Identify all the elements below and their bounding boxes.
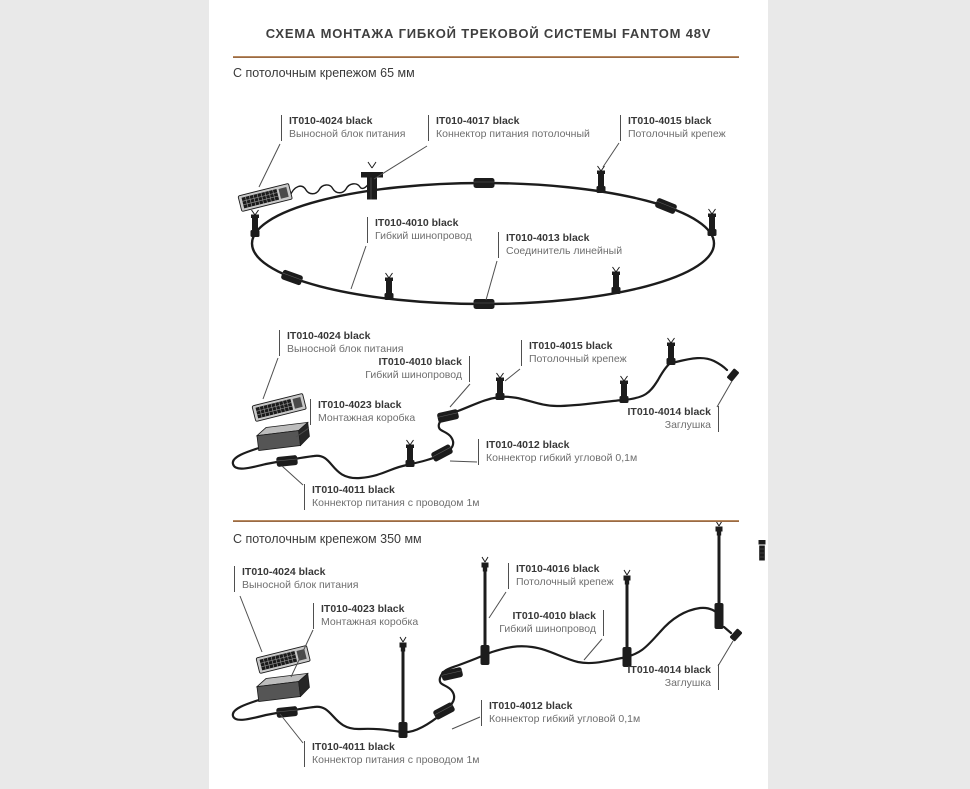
ceiling-mount-65-icon <box>597 166 606 193</box>
ceiling-mount-65-icon <box>620 376 629 403</box>
pendant-rod-350 <box>481 557 490 665</box>
ceiling-mount-65-icon <box>406 440 415 467</box>
label-power-connector: IT010-4011 black Коннектор питания с проводом 1м <box>304 484 480 510</box>
label-psu: IT010-4024 black Выносной блок питания <box>234 566 358 592</box>
mounting-box <box>256 673 310 701</box>
label-flex-track: IT010-4010 black Гибкий шинопровод <box>499 610 604 636</box>
label-psu: IT010-4024 black Выносной блок питания <box>279 330 403 356</box>
end-cap <box>729 628 742 642</box>
ceiling-mount-65-icon <box>251 210 260 237</box>
label-flex-track: IT010-4010 black Гибкий шинопровод <box>367 217 472 243</box>
power-connector <box>276 706 298 718</box>
linear-connector <box>654 197 677 214</box>
label-ceiling-mount: IT010-4016 black Потолочный крепеж <box>508 563 614 589</box>
corner-connector-end <box>432 702 455 721</box>
label-ceiling-mount: IT010-4015 black Потолочный крепеж <box>620 115 726 141</box>
linear-connector <box>280 269 303 286</box>
label-power-connector: IT010-4011 black Коннектор питания с проводом 1м <box>304 741 480 767</box>
pendant-rod-350 <box>399 637 408 738</box>
pendant-rod-350 <box>715 521 724 629</box>
loop-diagram <box>238 143 717 309</box>
label-ceiling-power-connector: IT010-4017 black Коннектор питания потолочный <box>428 115 590 141</box>
section-heading-65mm: С потолочным крепежом 65 мм <box>233 66 415 80</box>
ceiling-mount-fragment <box>759 540 766 561</box>
linear-connector <box>474 178 495 188</box>
pendant-rod-350 <box>623 570 632 667</box>
corner-connector-end <box>430 444 453 463</box>
page-title: СХЕМА МОНТАЖА ГИБКОЙ ТРЕКОВОЙ СИСТЕМЫ FANTOM 48V <box>265 26 712 41</box>
divider-line <box>233 520 739 522</box>
label-end-cap: IT010-4014 black Заглушка <box>628 664 719 690</box>
power-supply-unit <box>252 393 306 421</box>
label-mounting-box: IT010-4023 black Монтажная коробка <box>310 399 415 425</box>
power-connector <box>276 455 298 467</box>
power-cord <box>290 183 369 196</box>
power-supply-unit <box>256 645 310 673</box>
ceiling-mount-65-icon <box>612 267 621 294</box>
ceiling-mount-65-icon <box>667 338 676 365</box>
flex-track-loop <box>252 183 714 304</box>
label-ceiling-mount: IT010-4015 black Потолочный крепеж <box>521 340 627 366</box>
corner-connector-end <box>441 667 464 681</box>
power-supply-unit <box>238 183 292 211</box>
mounting-box <box>256 422 310 450</box>
label-linear-connector: IT010-4013 black Соединитель линейный <box>498 232 622 258</box>
ceiling-mount-65-icon <box>385 273 394 300</box>
label-flex-track: IT010-4010 black Гибкий шинопровод <box>365 356 470 382</box>
label-corner-connector: IT010-4012 black Коннектор гибкий угловой 0,1м <box>481 700 640 726</box>
ceiling-mount-65-icon <box>708 209 717 236</box>
label-corner-connector: IT010-4012 black Коннектор гибкий угловой 0,1м <box>478 439 637 465</box>
divider-line <box>233 56 739 58</box>
corner-connector-end <box>437 409 460 423</box>
end-cap <box>726 368 739 382</box>
label-psu: IT010-4024 black Выносной блок питания <box>281 115 405 141</box>
section-heading-350mm: С потолочным крепежом 350 мм <box>233 532 422 546</box>
label-mounting-box: IT010-4023 black Монтажная коробка <box>313 603 418 629</box>
ceiling-power-connector <box>361 162 383 200</box>
label-end-cap: IT010-4014 black Заглушка <box>628 406 719 432</box>
ceiling-mount-65-icon <box>496 373 505 400</box>
linear-connector <box>474 299 495 309</box>
